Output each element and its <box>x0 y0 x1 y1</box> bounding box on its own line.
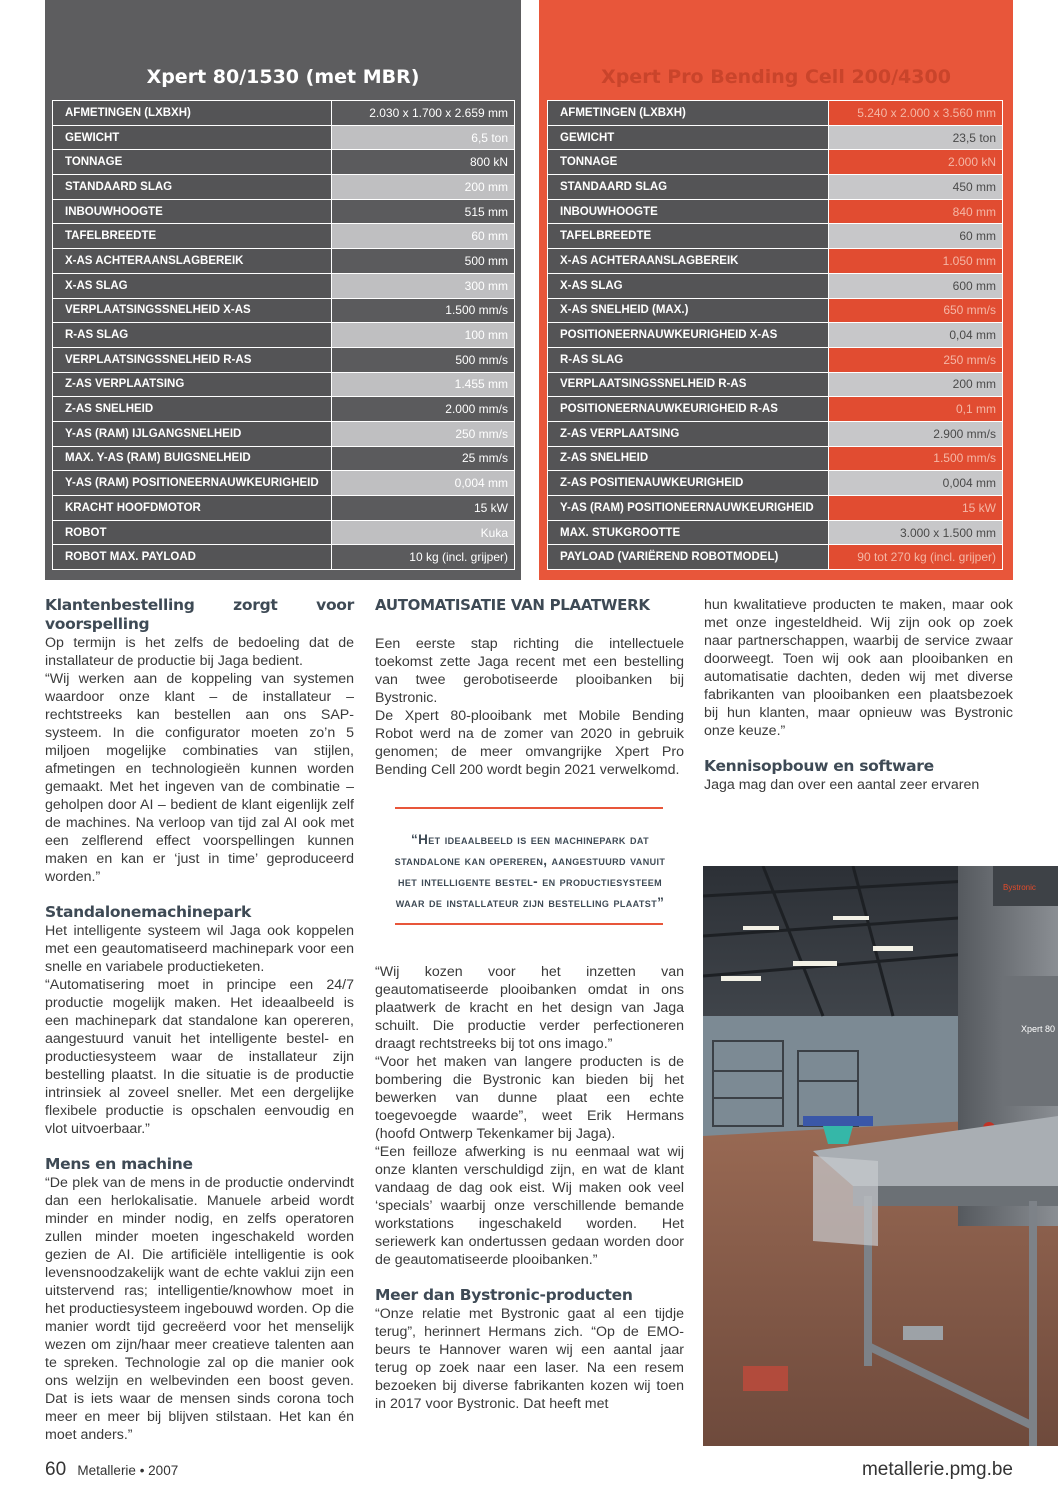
spec-row <box>548 273 1003 298</box>
paragraph: “De plek van de mens in de productie ondervindt dan een herlokalisatie. Manuele arbeid wordt minder en minder nodig, en zelfs operatoren zullen minder moeten ingeschakeld worden gezien de AI. Die artificiële intelligentie is ook levensnoodzakelijk want de echte vaklui zijn een uitstervend ras; intelligentie/knowhow moet in het productiesysteem ingebouwd worden. Op die manier wordt tijd gecreëerd voor het menselijk wezen om zijn/haar meer creatieve talenten aan te spreken. Technologie zal op die manier ook ons welzijn en welbevinden een boost geven. Dat is iets waar de mensen sinds corona toch meer en meer bij blijven stilstaan. Het kan én moet anders.” <box>45 1175 354 1443</box>
spec-value: 0,004 mm <box>829 471 1003 496</box>
spec-value: 15 kW <box>332 496 515 521</box>
spec-label: Y-AS (RAM) IJLGANGSNELHEID <box>53 421 332 446</box>
page-number: 60 <box>45 1459 67 1480</box>
machine-photo <box>703 866 1058 1446</box>
footer-url[interactable]: metallerie.pmg.be <box>861 1459 1013 1480</box>
spec-row <box>53 471 515 496</box>
spec-label: TONNAGE <box>548 150 829 175</box>
spec-row <box>53 175 515 200</box>
spec-value: 500 mm <box>332 249 515 274</box>
spec-value: 300 mm <box>332 273 515 298</box>
spec-row <box>53 496 515 521</box>
spec-value: 1.500 mm/s <box>829 446 1003 471</box>
spec-value: 1.050 mm <box>829 249 1003 274</box>
spec-panel-title: Xpert 80/1530 (met MBR) <box>146 66 420 88</box>
spec-label: X-AS ACHTERAANSLAGBEREIK <box>548 249 829 274</box>
spec-table <box>547 100 1003 570</box>
spec-label: STANDAARD SLAG <box>548 175 829 200</box>
spec-value: 100 mm <box>332 323 515 348</box>
spec-row <box>548 150 1003 175</box>
spec-label: Y-AS (RAM) POSITIONEERNAUWKEURIGHEID <box>53 471 332 496</box>
spec-value: 1.455 mm <box>332 372 515 397</box>
spec-label: POSITIONEERNAUWKEURIGHEID X-AS <box>548 323 829 348</box>
spec-value: 0,004 mm <box>332 471 515 496</box>
spec-row <box>548 347 1003 372</box>
spec-label: X-AS SLAG <box>53 273 332 298</box>
machine-brand-label: Bystronic <box>1003 883 1036 892</box>
paragraph: De Xpert 80-plooibank met Mobile Bending Robot werd na de zomer van 2020 in gebruik genomen; de meer omvangrijke Xpert Pro Bending Cell 200 wordt begin 2021 verwelkomd. <box>375 708 684 778</box>
spec-value: 250 mm/s <box>332 421 515 446</box>
spec-row <box>53 273 515 298</box>
spec-label: TONNAGE <box>53 150 332 175</box>
spec-label: Z-AS SNELHEID <box>53 397 332 422</box>
section-heading: Meer dan Bystronic-producten <box>375 1286 633 1304</box>
section-heading: AUTOMATISATIE VAN PLAATWERK <box>375 596 650 614</box>
paragraph: Een eerste stap richting die intellectuele toekomst zette Jaga recent met een bestelling van twee gerobotiseerde plooibanken bij Bystronic. <box>375 636 684 706</box>
spec-value: 2.000 kN <box>829 150 1003 175</box>
spec-value: 6,5 ton <box>332 125 515 150</box>
pull-quote: “Het ideaalbeeld is een machinepark dat standalone kan opereren, aangestuurd vanuit het intelligente bestel- en productiesysteem waar de installateur zijn bestelling plaatst” <box>394 832 666 910</box>
spec-label: Z-AS POSITIENAUWKEURIGHEID <box>548 471 829 496</box>
spec-label: POSITIONEERNAUWKEURIGHEID R-AS <box>548 397 829 422</box>
spec-row <box>548 175 1003 200</box>
spec-value: 60 mm <box>829 224 1003 249</box>
spec-row <box>53 224 515 249</box>
spec-value: 1.500 mm/s <box>332 298 515 323</box>
spec-value: 15 kW <box>829 496 1003 521</box>
spec-row <box>53 125 515 150</box>
spec-label: Z-AS VERPLAATSING <box>548 421 829 446</box>
spec-label: TAFELBREEDTE <box>53 224 332 249</box>
machine-model-label: Xpert 80 <box>1021 1024 1056 1034</box>
magazine-issue: Metallerie • 2007 <box>77 1463 179 1478</box>
spec-value: 2.900 mm/s <box>829 421 1003 446</box>
spec-row <box>53 421 515 446</box>
spec-row <box>548 199 1003 224</box>
spec-panel-xpert-80 <box>45 0 521 580</box>
article-column-2 <box>375 596 684 1413</box>
spec-label: Y-AS (RAM) POSITIONEERNAUWKEURIGHEID <box>548 496 829 521</box>
spec-label: VERPLAATSINGSSNELHEID X-AS <box>53 298 332 323</box>
spec-row <box>548 298 1003 323</box>
spec-label: R-AS SLAG <box>548 347 829 372</box>
paragraph: “Wij werken aan de koppeling van systemen waardoor onze klant – de installateur – rechtstreeks kan bestellen aan ons SAP-systeem. In die configurator moeten zo’n 5 miljoen mogelijke combinaties van stijlen, afmetingen en technologieën kunnen worden gemaakt. Met het ingeven van de combinatie – geholpen door AI – bedient de klant eigenlijk zelf de machines. Na verloop van tijd zal AI ook met een zelflerend effect voorspellingen kunnen maken en kan er ‘just in time’ geproduceerd worden.” <box>45 671 354 885</box>
quote-divider <box>395 807 663 809</box>
section-heading: Standalonemachinepark <box>45 903 252 921</box>
paragraph: hun kwalitatieve producten te maken, maar ook met onze ingesteldheid. Wij zijn ook op zoek naar partnerschappen, waarbij de service zwaar doorweegt. Toen wij ook aan plooibanken en automatisatie dachten, deden wij met diverse fabrikanten van plooibanken een plaatsbezoek bij hun klanten, maar opnieuw was Bystronic onze keuze.” <box>704 597 1013 739</box>
spec-row <box>53 298 515 323</box>
spec-label: KRACHT HOOFDMOTOR <box>53 496 332 521</box>
spec-label: INBOUWHOOGTE <box>53 199 332 224</box>
spec-value: 600 mm <box>829 273 1003 298</box>
spec-label: X-AS SLAG <box>548 273 829 298</box>
spec-label: MAX. Y-AS (RAM) BUIGSNELHEID <box>53 446 332 471</box>
spec-label: STANDAARD SLAG <box>53 175 332 200</box>
spec-value: 450 mm <box>829 175 1003 200</box>
spec-row <box>548 421 1003 446</box>
spec-row <box>53 101 515 126</box>
spec-label: X-AS SNELHEID (MAX.) <box>548 298 829 323</box>
spec-row <box>548 496 1003 521</box>
spec-panel-title: Xpert Pro Bending Cell 200/4300 <box>601 66 951 88</box>
spec-value: 800 kN <box>332 150 515 175</box>
spec-row <box>548 323 1003 348</box>
spec-value: 60 mm <box>332 224 515 249</box>
spec-label: ROBOT <box>53 520 332 545</box>
paragraph: “Wij kozen voor het inzetten van geautomatiseerde plooibanken omdat in ons plaatwerk de kracht en het design van Jaga schuilt. Die productie verder perfectioneren draagt rechtstreeks bij tot ons imago.” <box>375 964 684 1052</box>
spec-row <box>548 125 1003 150</box>
spec-label: TAFELBREEDTE <box>548 224 829 249</box>
paragraph: Jaga mag dan over een aantal zeer ervaren <box>704 777 980 793</box>
section-heading: Kennisopbouw en software <box>704 757 934 775</box>
spec-label: VERPLAATSINGSSNELHEID R-AS <box>548 372 829 397</box>
spec-label: PAYLOAD (VARIËREND ROBOTMODEL) <box>548 545 829 570</box>
spec-panel-xpert-pro <box>539 0 1013 580</box>
spec-table <box>52 100 515 570</box>
spec-row <box>548 101 1003 126</box>
spec-label: Z-AS SNELHEID <box>548 446 829 471</box>
spec-value: 200 mm <box>829 372 1003 397</box>
spec-row <box>53 199 515 224</box>
spec-row <box>548 446 1003 471</box>
spec-row <box>548 520 1003 545</box>
paragraph: “Voor het maken van langere producten is de bombering die Bystronic kan bieden bij het bewerken van dunne plaat een echte toegevoegde waarde”, weet Erik Hermans (hoofd Ontwerp Tekenkamer bij Jaga). <box>375 1054 684 1142</box>
article-column-1 <box>45 596 354 1444</box>
spec-row <box>53 545 515 570</box>
section-heading: Mens en machine <box>45 1155 193 1173</box>
spec-label: GEWICHT <box>548 125 829 150</box>
spec-label: INBOUWHOOGTE <box>548 199 829 224</box>
spec-row <box>548 397 1003 422</box>
spec-row <box>53 150 515 175</box>
paragraph: Op termijn is het zelfs de bedoeling dat de installateur de productie bij Jaga bedient. <box>45 635 354 669</box>
paragraph: “Een feilloze afwerking is nu eenmaal wat wij onze klanten verschuldigd zijn, en wat de klant vandaag de dag ook eist. Wij maken ook veel ‘specials’ waarbij onze verschillende bemande workstations ingeschakeld worden. Het seriewerk kan ondertussen gedaan worden door de geautomatiseerde plooibanken.” <box>375 1144 684 1268</box>
spec-value: 500 mm/s <box>332 347 515 372</box>
paragraph: “Automatisering moet in principe een 24/7 productie mogelijk maken. Het ideaalbeeld is een machinepark dat standalone kan opereren, aangestuurd vanuit het intelligente bestel- en productiesysteem waar de installateur zijn bestelling plaatst. In die situatie is de productie intrinsiek al zoveel sneller. Met een dergelijke flexibele productie is opschalen eenvoudig en vlot uitvoerbaar.” <box>45 977 354 1137</box>
spec-value: 200 mm <box>332 175 515 200</box>
spec-value: 515 mm <box>332 199 515 224</box>
spec-value: 0,04 mm <box>829 323 1003 348</box>
spec-label: ROBOT MAX. PAYLOAD <box>53 545 332 570</box>
spec-value: Kuka <box>332 520 515 545</box>
spec-row <box>53 372 515 397</box>
section-heading: Klantenbestelling zorgt voor voorspelling <box>45 596 354 633</box>
spec-label: MAX. STUKGROOTTE <box>548 520 829 545</box>
spec-value: 2.000 mm/s <box>332 397 515 422</box>
spec-row <box>53 520 515 545</box>
footer-left <box>45 1459 178 1481</box>
spec-row <box>548 471 1003 496</box>
spec-label: X-AS ACHTERAANSLAGBEREIK <box>53 249 332 274</box>
spec-row <box>548 545 1003 570</box>
spec-row <box>53 347 515 372</box>
spec-value: 840 mm <box>829 199 1003 224</box>
spec-label: GEWICHT <box>53 125 332 150</box>
spec-row <box>53 249 515 274</box>
spec-row <box>548 224 1003 249</box>
spec-value: 90 tot 270 kg (incl. grijper) <box>829 545 1003 570</box>
spec-value: 25 mm/s <box>332 446 515 471</box>
spec-value: 5.240 x 2.000 x 3.560 mm <box>829 101 1003 126</box>
spec-label: Z-AS VERPLAATSING <box>53 372 332 397</box>
spec-row <box>53 446 515 471</box>
spec-value: 0,1 mm <box>829 397 1003 422</box>
paragraph: Het intelligente systeem wil Jaga ook koppelen met een geautomatiseerd machinepark voor een snelle en variabele productieketen. <box>45 923 354 975</box>
spec-label: AFMETINGEN (LXBXH) <box>53 101 332 126</box>
spec-label: AFMETINGEN (LXBXH) <box>548 101 829 126</box>
article-column-3 <box>704 596 1013 794</box>
spec-value: 10 kg (incl. grijper) <box>332 545 515 570</box>
spec-row <box>53 323 515 348</box>
spec-row <box>53 397 515 422</box>
spec-value: 3.000 x 1.500 mm <box>829 520 1003 545</box>
paragraph: “Onze relatie met Bystronic gaat al een tijdje terug”, herinnert Hermans zich. “Op de EMO-beurs te Hannover waren wij een aantal jaar terug op zoek naar een laser. Na een resem bezoeken bij diverse fabrikanten kozen wij toen in 2017 voor Bystronic. Dat heeft met <box>375 1306 684 1412</box>
spec-value: 250 mm/s <box>829 347 1003 372</box>
spec-row <box>548 249 1003 274</box>
spec-row <box>548 372 1003 397</box>
spec-label: VERPLAATSINGSSNELHEID R-AS <box>53 347 332 372</box>
spec-label: R-AS SLAG <box>53 323 332 348</box>
spec-value: 23,5 ton <box>829 125 1003 150</box>
spec-value: 650 mm/s <box>829 298 1003 323</box>
spec-value: 2.030 x 1.700 x 2.659 mm <box>332 101 515 126</box>
